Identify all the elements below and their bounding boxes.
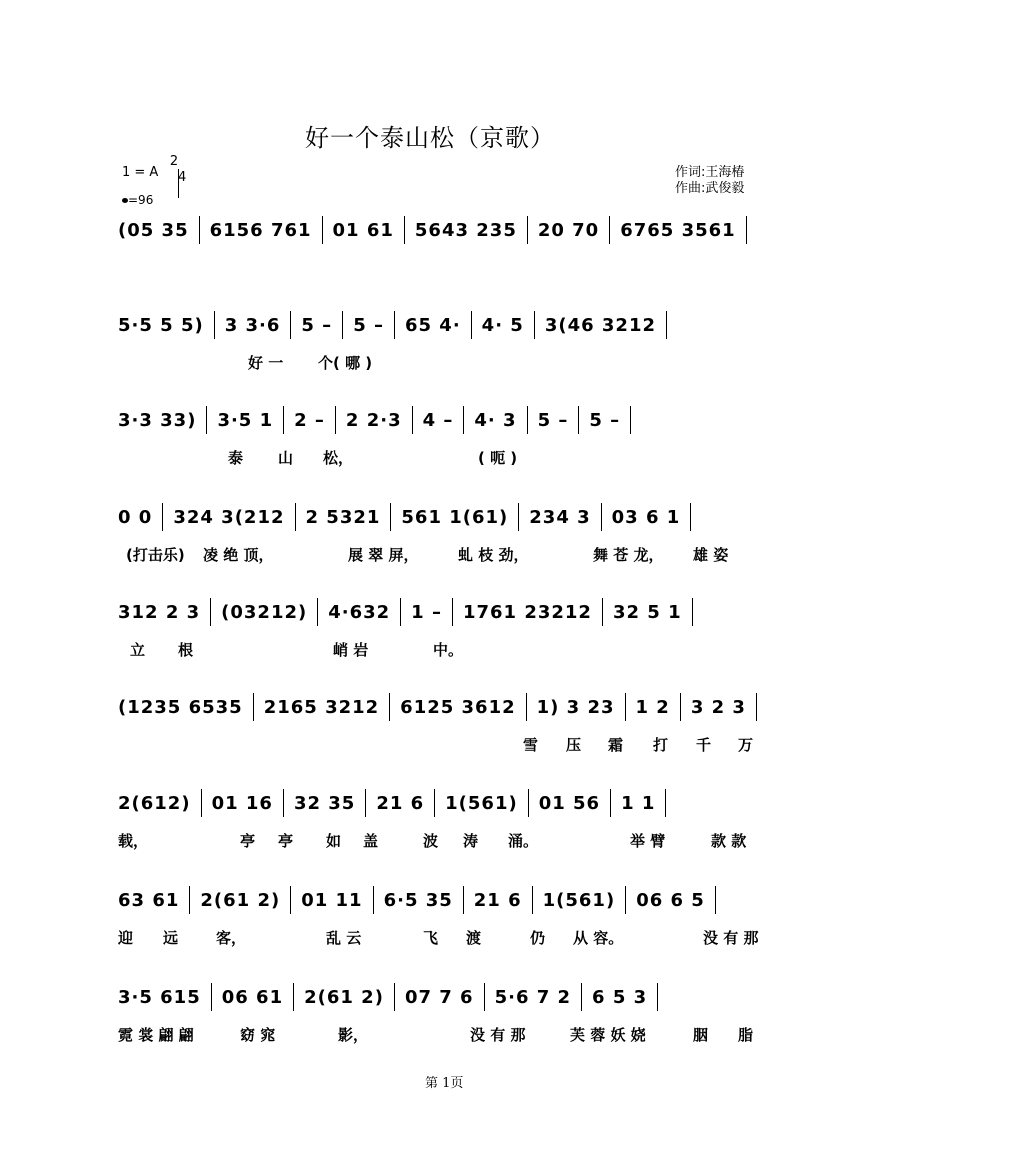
- music-line: [118, 597, 778, 627]
- lyric-word: 立: [130, 641, 146, 659]
- lyric-word: ( 呃 ): [478, 449, 518, 467]
- measure: 5·6 7 2: [494, 986, 572, 1008]
- measure: 5 –: [537, 409, 569, 431]
- barline: [610, 789, 611, 817]
- music-line: [118, 788, 778, 818]
- music-line: [118, 405, 778, 435]
- lyric-word: (打击乐): [126, 546, 185, 564]
- barline: [295, 503, 296, 531]
- measure: 03 6 1: [611, 506, 681, 528]
- lyricist: 作词:王海椿: [675, 165, 745, 180]
- measure: 2 5321: [305, 506, 381, 528]
- page-number: 第 1页: [425, 1076, 464, 1091]
- credits: [675, 165, 744, 197]
- barline: [293, 983, 294, 1011]
- lyric-word: 迎: [118, 929, 134, 947]
- lyric-word: 打: [653, 736, 669, 754]
- lyric-word: 举 臂: [630, 832, 666, 850]
- lyric-word: 脂: [738, 1026, 754, 1044]
- measure: 5 –: [353, 314, 384, 336]
- measure: 3·5 1: [217, 409, 274, 431]
- barline: [201, 789, 202, 817]
- lyric-word: 雪: [523, 736, 539, 754]
- lyric-word: 乱 云: [326, 929, 362, 947]
- barline: [452, 598, 453, 626]
- barline: [532, 886, 533, 914]
- lyric-word: 峭 岩: [333, 641, 369, 659]
- lyric-word: 远: [163, 929, 179, 947]
- measure: 1(561): [542, 889, 616, 911]
- barline: [602, 598, 603, 626]
- measure: 1761 23212: [462, 601, 592, 623]
- measure: 01 61: [332, 219, 394, 241]
- lyric-word: 胭: [693, 1026, 709, 1044]
- measure: 2165 3212: [263, 696, 380, 718]
- lyric-word: 飞: [423, 929, 439, 947]
- lyric-word: 千: [696, 736, 712, 754]
- lyric-word: 窈 窕: [240, 1026, 276, 1044]
- lyric-word: 霜: [608, 736, 624, 754]
- lyric-word: 芙 蓉 妖 娆: [570, 1026, 646, 1044]
- measure: 312 2 3: [118, 601, 201, 623]
- lyric-word: 盖: [363, 832, 379, 850]
- lyric-word: 雄 姿: [693, 546, 729, 564]
- barline: [527, 406, 528, 434]
- barline: [365, 789, 366, 817]
- lyric-word: 个( 哪 ): [318, 354, 373, 372]
- barline: [518, 503, 519, 531]
- measure: 01 16: [211, 792, 273, 814]
- measure: 4 –: [422, 409, 454, 431]
- measure: 07 7 6: [404, 986, 474, 1008]
- measure: 3·3 33): [118, 409, 197, 431]
- measure: 5643 235: [414, 219, 517, 241]
- measure: 2(61 2): [304, 986, 384, 1008]
- lyric-word: 没 有 那: [470, 1026, 526, 1044]
- measure: 5·5 5 5): [118, 314, 204, 336]
- barline: [527, 216, 528, 244]
- barline: [526, 693, 527, 721]
- measure: 3·5 615: [118, 986, 201, 1008]
- music-line: [118, 502, 778, 532]
- measure: (05 35: [118, 219, 189, 241]
- lyric-word: 涌。: [508, 832, 539, 850]
- measure: 6156 761: [209, 219, 312, 241]
- measure: 1) 3 23: [536, 696, 615, 718]
- barline: [578, 406, 579, 434]
- lyric-word: 根: [178, 641, 194, 659]
- measure: 1 –: [411, 601, 442, 623]
- lyric-word: 涛: [463, 832, 479, 850]
- barline: [253, 693, 254, 721]
- measure: 6·5 35: [383, 889, 453, 911]
- barline: [283, 789, 284, 817]
- music-line: [118, 310, 778, 340]
- music-line: [118, 215, 778, 245]
- barline: [463, 886, 464, 914]
- barline: [665, 789, 666, 817]
- measure: 3 3·6: [224, 314, 281, 336]
- lyric-word: 款 款: [711, 832, 747, 850]
- lyric-word: 虬 枝 劲，: [458, 546, 529, 564]
- barline: [657, 983, 658, 1011]
- time-denominator: 4: [178, 169, 179, 198]
- lyric-word: 压: [566, 736, 582, 754]
- barline: [211, 983, 212, 1011]
- barline: [206, 406, 207, 434]
- music-line: [118, 885, 778, 915]
- measure: 2 2·3: [345, 409, 402, 431]
- lyric-word: 如: [326, 832, 342, 850]
- lyric-word: 山: [278, 449, 294, 467]
- lyric-word: 载，: [118, 832, 149, 850]
- barline: [484, 983, 485, 1011]
- lyric-word: 凌 绝 顶，: [203, 546, 274, 564]
- measure: 32 5 1: [612, 601, 682, 623]
- measure: 01 56: [538, 792, 601, 814]
- barline: [680, 693, 681, 721]
- measure: 6125 3612: [400, 696, 516, 718]
- barline: [581, 983, 582, 1011]
- lyric-word: 亭: [240, 832, 256, 850]
- measure: 3 2 3: [690, 696, 746, 718]
- lyric-word: 霓 裳 翩 翩: [118, 1026, 194, 1044]
- barline: [404, 216, 405, 244]
- barline: [390, 503, 391, 531]
- barline: [389, 693, 390, 721]
- lyric-word: 渡: [466, 929, 482, 947]
- barline: [342, 311, 343, 339]
- barline: [534, 311, 535, 339]
- measure: 2(612): [118, 792, 191, 814]
- barline: [400, 598, 401, 626]
- measure: 32 35: [293, 792, 356, 814]
- barline: [463, 406, 464, 434]
- barline: [189, 886, 190, 914]
- measure: 21 6: [473, 889, 522, 911]
- measure: 3(46 3212: [544, 314, 656, 336]
- measure: 63 61: [118, 889, 180, 911]
- measure: 1 2: [635, 696, 670, 718]
- measure: (03212): [221, 601, 308, 623]
- lyric-word: 泰: [228, 449, 244, 467]
- lyric-word: 舞 苍 龙，: [593, 546, 664, 564]
- music-line: [118, 982, 778, 1012]
- lyric-word: 仍: [530, 929, 546, 947]
- measure: 234 3: [529, 506, 591, 528]
- measure: (1235 6535: [118, 696, 243, 718]
- barline: [756, 693, 757, 721]
- barline: [746, 216, 747, 244]
- barline: [290, 886, 291, 914]
- lyric-word: 好 一: [248, 354, 284, 372]
- lyric-word: 展 翠 屏，: [348, 546, 419, 564]
- barline: [394, 983, 395, 1011]
- lyric-word: 亭: [278, 832, 294, 850]
- measure: 06 61: [221, 986, 284, 1008]
- measure: 5 –: [589, 409, 621, 431]
- measure: 4· 5: [481, 314, 524, 336]
- barline: [394, 311, 395, 339]
- barline: [283, 406, 284, 434]
- key-signature: 1 = A: [122, 165, 159, 180]
- barline: [322, 216, 323, 244]
- barline: [412, 406, 413, 434]
- measure: 324 3(212: [173, 506, 285, 528]
- barline: [630, 406, 631, 434]
- barline: [715, 886, 716, 914]
- music-line: [118, 692, 778, 722]
- lyric-word: 松，: [323, 449, 354, 467]
- measure: 65 4·: [404, 314, 461, 336]
- barline: [373, 886, 374, 914]
- tempo-marking: [122, 193, 153, 207]
- barline: [199, 216, 200, 244]
- measure: 2(61 2): [200, 889, 281, 911]
- measure: 0 0: [118, 506, 153, 528]
- barline: [690, 503, 691, 531]
- measure: 20 70: [537, 219, 600, 241]
- time-numerator: 2: [169, 154, 179, 169]
- barline: [290, 311, 291, 339]
- lyric-word: 影，: [338, 1026, 369, 1044]
- lyric-word: 万: [738, 736, 754, 754]
- barline: [625, 886, 626, 914]
- barline: [214, 311, 215, 339]
- barline: [335, 406, 336, 434]
- measure: 4· 3: [474, 409, 517, 431]
- measure: 6765 3561: [620, 219, 736, 241]
- time-signature: [168, 154, 187, 198]
- measure: 561 1(61): [401, 506, 509, 528]
- lyric-word: 中。: [433, 641, 464, 659]
- barline: [162, 503, 163, 531]
- page-title: 好一个泰山松（京歌）: [305, 124, 555, 152]
- measure: 4·632: [328, 601, 391, 623]
- measure: 1 1: [621, 792, 656, 814]
- barline: [434, 789, 435, 817]
- measure: 2 –: [294, 409, 325, 431]
- measure: 1(561): [445, 792, 518, 814]
- barline: [692, 598, 693, 626]
- measure: 21 6: [376, 792, 425, 814]
- lyric-word: 没 有 那: [703, 929, 759, 947]
- measure: 06 6 5: [636, 889, 705, 911]
- barline: [601, 503, 602, 531]
- lyric-word: 从 容。: [573, 929, 624, 947]
- barline: [317, 598, 318, 626]
- measure: 01 11: [301, 889, 363, 911]
- measure: 5 –: [301, 314, 333, 336]
- composer: 作曲:武俊毅: [675, 181, 745, 196]
- lyric-word: 波: [423, 832, 439, 850]
- measure: 6 5 3: [592, 986, 648, 1008]
- tempo-value: =96: [128, 193, 154, 207]
- barline: [210, 598, 211, 626]
- barline: [625, 693, 626, 721]
- barline: [666, 311, 667, 339]
- barline: [471, 311, 472, 339]
- barline: [528, 789, 529, 817]
- lyric-word: 客，: [216, 929, 247, 947]
- barline: [609, 216, 610, 244]
